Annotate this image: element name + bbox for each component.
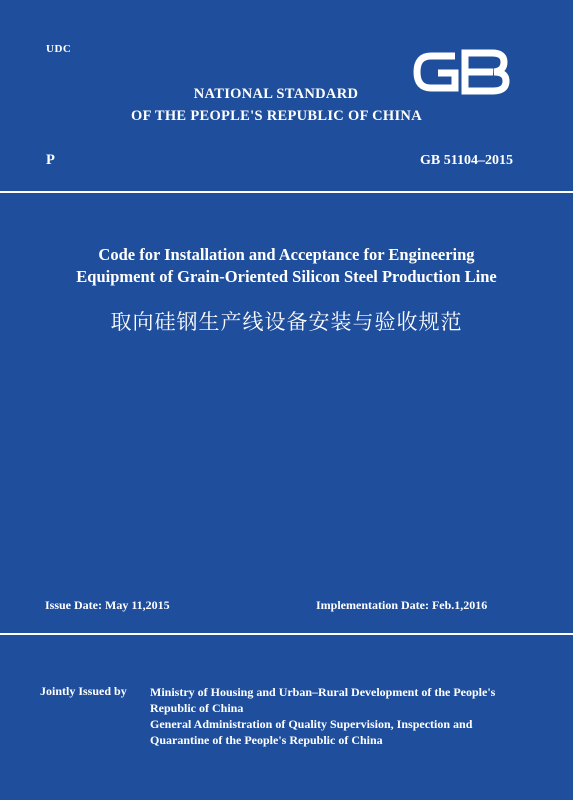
issuer-line: Ministry of Housing and Urban–Rural Development of the People's: [150, 685, 496, 699]
national-standard-heading: NATIONAL STANDARD: [193, 86, 359, 102]
english-title-line-1: Code for Installation and Acceptance for Engineering: [98, 245, 475, 264]
english-title-line-2: Equipment of Grain-Oriented Silicon Steel Production Line: [76, 267, 497, 286]
chinese-title: 取向硅钢生产线设备安装与验收规范: [110, 310, 463, 334]
category-letter: P: [46, 152, 55, 168]
issuer-line: Republic of China: [150, 701, 244, 715]
issuer-line: General Administration of Quality Supervision, Inspection and: [150, 717, 473, 731]
implementation-date: Implementation Date: Feb.1,2016: [316, 598, 488, 612]
issuer-list: [150, 684, 560, 748]
udc-label: UDC: [46, 43, 72, 55]
top-divider: [0, 191, 573, 193]
standard-number: GB 51104–2015: [420, 153, 513, 168]
issue-date: Issue Date: May 11,2015: [45, 598, 170, 612]
jointly-issued-label: Jointly Issued by: [40, 684, 127, 698]
issuer-line: Quarantine of the People's Republic of China: [150, 733, 383, 747]
national-standard-subheading: OF THE PEOPLE'S REPUBLIC OF CHINA: [131, 108, 422, 124]
bottom-divider: [0, 633, 573, 635]
